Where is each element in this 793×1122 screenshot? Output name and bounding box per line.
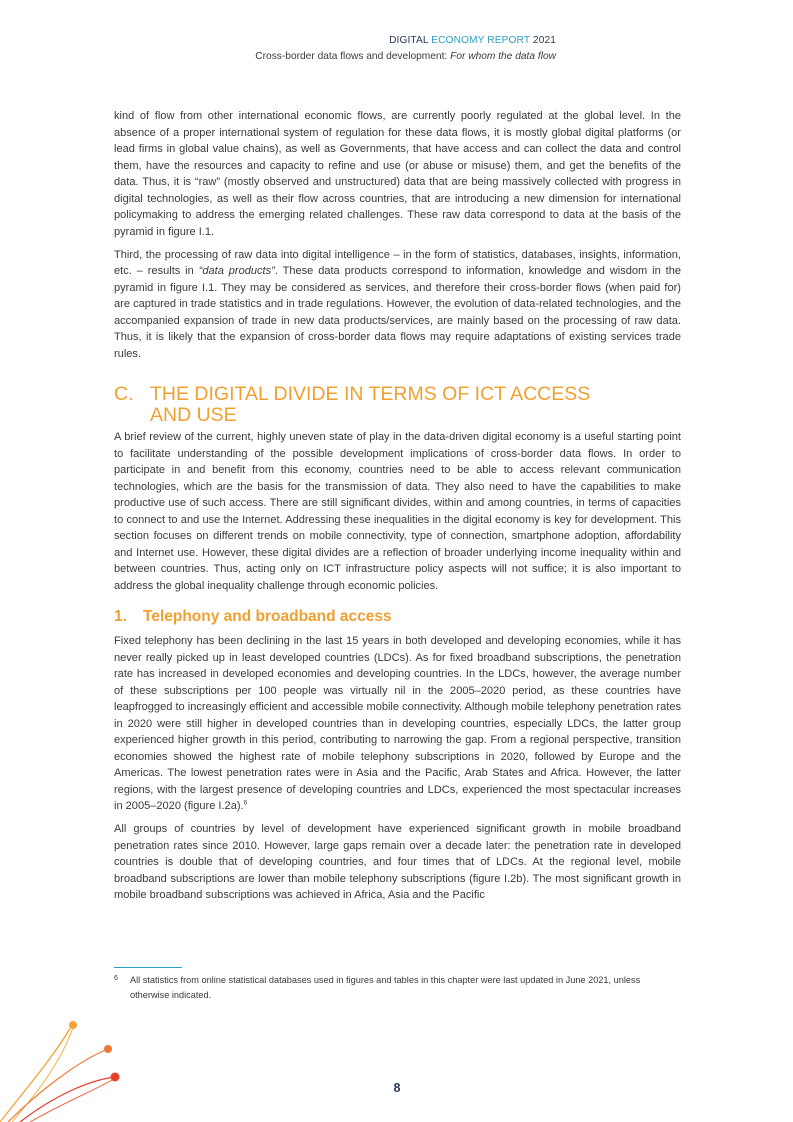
footnote-text: All statistics from online statistical databases used in figures and tables in this chapter were last updated in June 2021, unless otherwise indicated. [130,975,641,1000]
section-title: THE DIGITAL DIVIDE IN TERMS OF ICT ACCESS AND USE [150,383,591,426]
paragraph: All groups of countries by level of development have experienced significant growth in mobile broadband penetration rates since 2010. However, large gaps remain over a decade later: the penetration rate in developed countries is double that of developing countries, and four times that of LDCs. At the regional level, mobile broadband subscriptions are lower than mobile telephony subscriptions (figure I.2b). The most significant growth in mobile broadband subscriptions was achieved in Africa, Asia and the Pacific [114,823,681,901]
deco-dot [104,1045,112,1053]
section-number: C. [114,383,134,405]
deco-curve [20,1077,115,1122]
footnote-divider [114,967,182,968]
subsection-heading [114,608,681,626]
page-content [114,108,681,910]
footnote [114,973,681,1003]
footnote-mark: 6 [114,975,118,982]
paragraph: A brief review of the current, highly uneven state of play in the data-driven digital economy is a useful starting point to facilitate understanding of the possible development implications of cross-border data flows. In order to participate in and benefit from this economy, countries need to be able to access relevant communication technologies, which are the basis for the transmission of data. They also need to have the capabilities to make productive use of such access. There are still significant divides, within and among countries, in terms of capacities to connect to and use the Internet. Addressing these inequalities in the digital economy is key for development. This section focuses on different trends on mobile connectivity, type of connection, smartphone adoption, affordability and Internet use. However, these digital divides are a reflection of broader underlying income inequality within and between countries. Thus, acting only on ICT infrastructure policy aspects will not suffice; it is also important to address the global inequality challenge through economic policies. [114,431,681,592]
chapter-subtitle: Cross-border data flows and development: For whom the data flow [255,51,556,62]
paragraph: Third, the processing of raw data into digital intelligence – in the form of statistics, databases, insights, information, etc. – results in “data products”. These data products correspond to information, knowledge and wisdom in the pyramid in figure I.1. They may be considered as services, and therefore their cross-border flows (when paid for) are captured in trade statistics and in trade regulations. However, the evolution of data-related technologies, and the accompanied expansion of trade in new data products/services, are mainly based on the processing of raw data. Thus, it is likely that the expansion of cross-border data flows may require adaptations of existing services trade rules. [114,248,681,360]
deco-curve [30,1080,112,1122]
section-heading [114,384,681,426]
paragraph: kind of flow from other international economic flows, are currently poorly regulated at the global level. In the absence of a proper international system of regulation for these data flows, it is mostly global digital platforms (or lead firms in global value chains), as well as Governments, that have access and can collect the data and control them, have the resources and capacity to refine and use (or abuse or misuse) them, and get the benefits of the data. Thus, it is “raw” (mostly observed and unstructured) data that are being massively collected with progress in digital technologies, as well as their flow across countries, that are introducing a new dimension for international policymaking to address the emerging related challenges. These raw data correspond to data at the basis of the pyramid in figure I.1. [114,110,681,238]
decorative-curves-graphic [0,1010,140,1122]
report-title: DIGITAL ECONOMY REPORT 2021 [389,35,556,46]
page-number: 8 [393,1081,401,1095]
paragraph: Fixed telephony has been declining in the last 15 years in both developed and developing economies, while it has never really picked up in least developed countries (LDCs). As for fixed broadband subscriptions, the penetration rate has increased in developed economies and developing countries. In the LDCs, however, the average number of these subscriptions per 100 people was virtually nil in the 2005–2020 period, as these countries have leapfrogged to increasingly efficient and accessible mobile connectivity. Although mobile telephony penetration rates in 2020 were still higher in developed countries than in developing countries, especially LDCs, the latter group experienced higher growth in this period, contributing to narrowing the gap. From a regional perspective, transition economies showed the highest rate of mobile telephony subscriptions in 2020, followed by Europe and the Americas. The lowest penetration rates were in Asia and the Pacific, Arab States and Africa. However, the latter regions, with the largest presence of developing countries and LDCs, experienced the most spectacular increases in 2005–2020 (figure I.2a).$^6$ [114,635,681,812]
deco-dot [111,1073,120,1082]
footnote-reference[interactable]: 6 [243,799,248,807]
running-header [255,33,556,65]
deco-dot [69,1021,77,1029]
deco-curve [0,1025,72,1122]
subsection-number: 1. [114,608,127,625]
subsection-title: Telephony and broadband access [143,608,392,625]
